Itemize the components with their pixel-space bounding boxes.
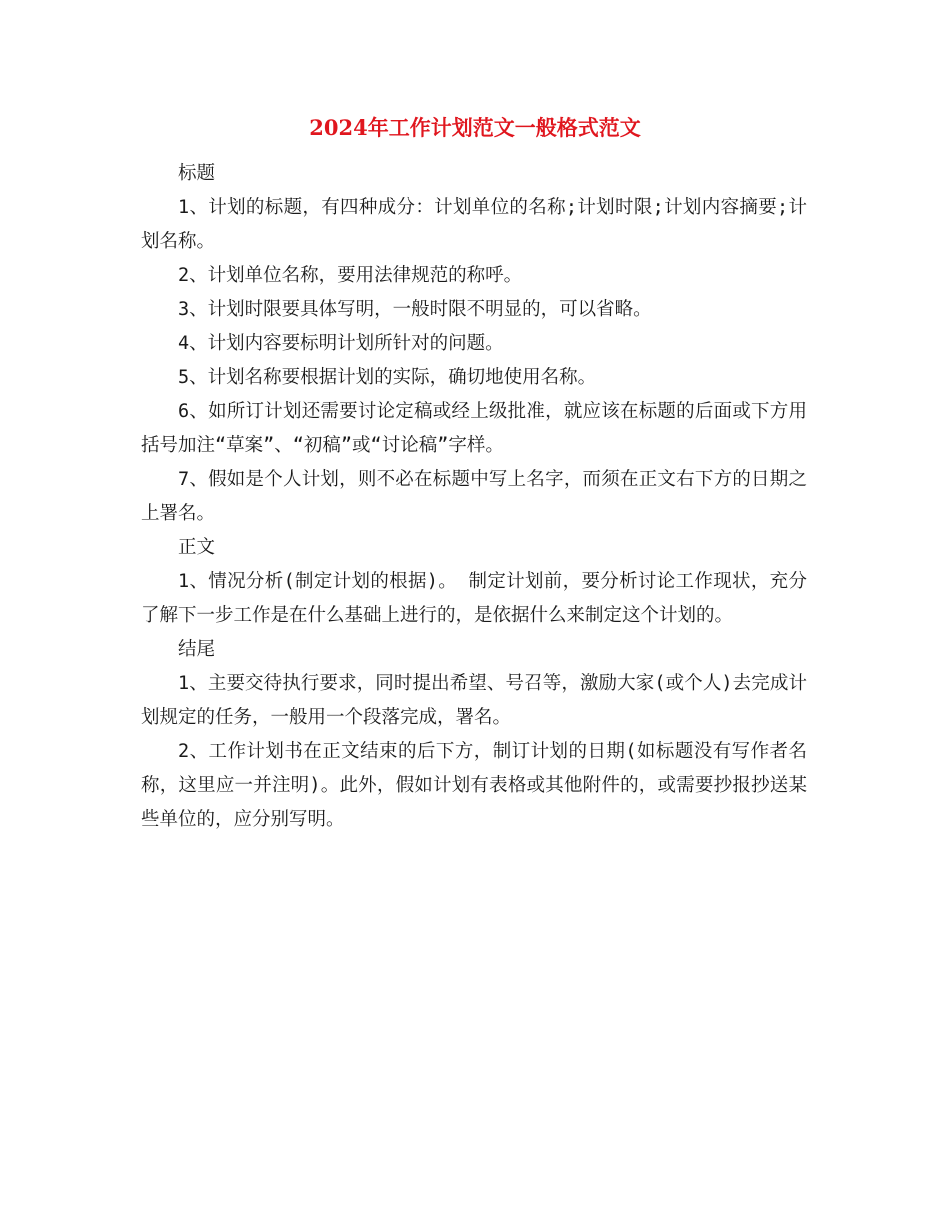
paragraph: 7、假如是个人计划，则不必在标题中写上名字，而须在正文右下方的日期之上署名。 [141, 469, 807, 524]
document-title: 2024年工作计划范文一般格式范文 [309, 115, 641, 140]
paragraph: 2、工作计划书在正文结束的后下方，制订计划的日期(如标题没有写作者名称，这里应一并注明)。此外，假如计划有表格或其他附件的，或需要抄报抄送某些单位的，应分别写明。 [141, 741, 807, 830]
section-heading-ending: 结尾 [178, 639, 216, 660]
section-heading-body: 正文 [178, 537, 216, 558]
paragraph: 1、主要交待执行要求，同时提出希望、号召等，激励大家(或个人)去完成计划规定的任务，一般用一个段落完成，署名。 [141, 673, 807, 728]
paragraph: 6、如所订计划还需要讨论定稿或经上级批准，就应该在标题的后面或下方用括号加注“草案”、“初稿”或“讨论稿”字样。 [141, 401, 807, 456]
document-body [141, 157, 807, 837]
paragraph: 2、计划单位名称，要用法律规范的称呼。 [178, 265, 523, 286]
paragraph: 5、计划名称要根据计划的实际，确切地使用名称。 [178, 367, 597, 388]
section-heading-title: 标题 [178, 163, 216, 184]
paragraph: 1、情况分析(制定计划的根据)。 制定计划前，要分析讨论工作现状，充分了解下一步工作是在什么基础上进行的，是依据什么来制定这个计划的。 [141, 571, 807, 626]
paragraph: 3、计划时限要具体写明，一般时限不明显的，可以省略。 [178, 299, 652, 320]
paragraph: 1、计划的标题，有四种成分：计划单位的名称;计划时限;计划内容摘要;计划名称。 [141, 197, 807, 252]
paragraph: 4、计划内容要标明计划所针对的问题。 [178, 333, 504, 354]
